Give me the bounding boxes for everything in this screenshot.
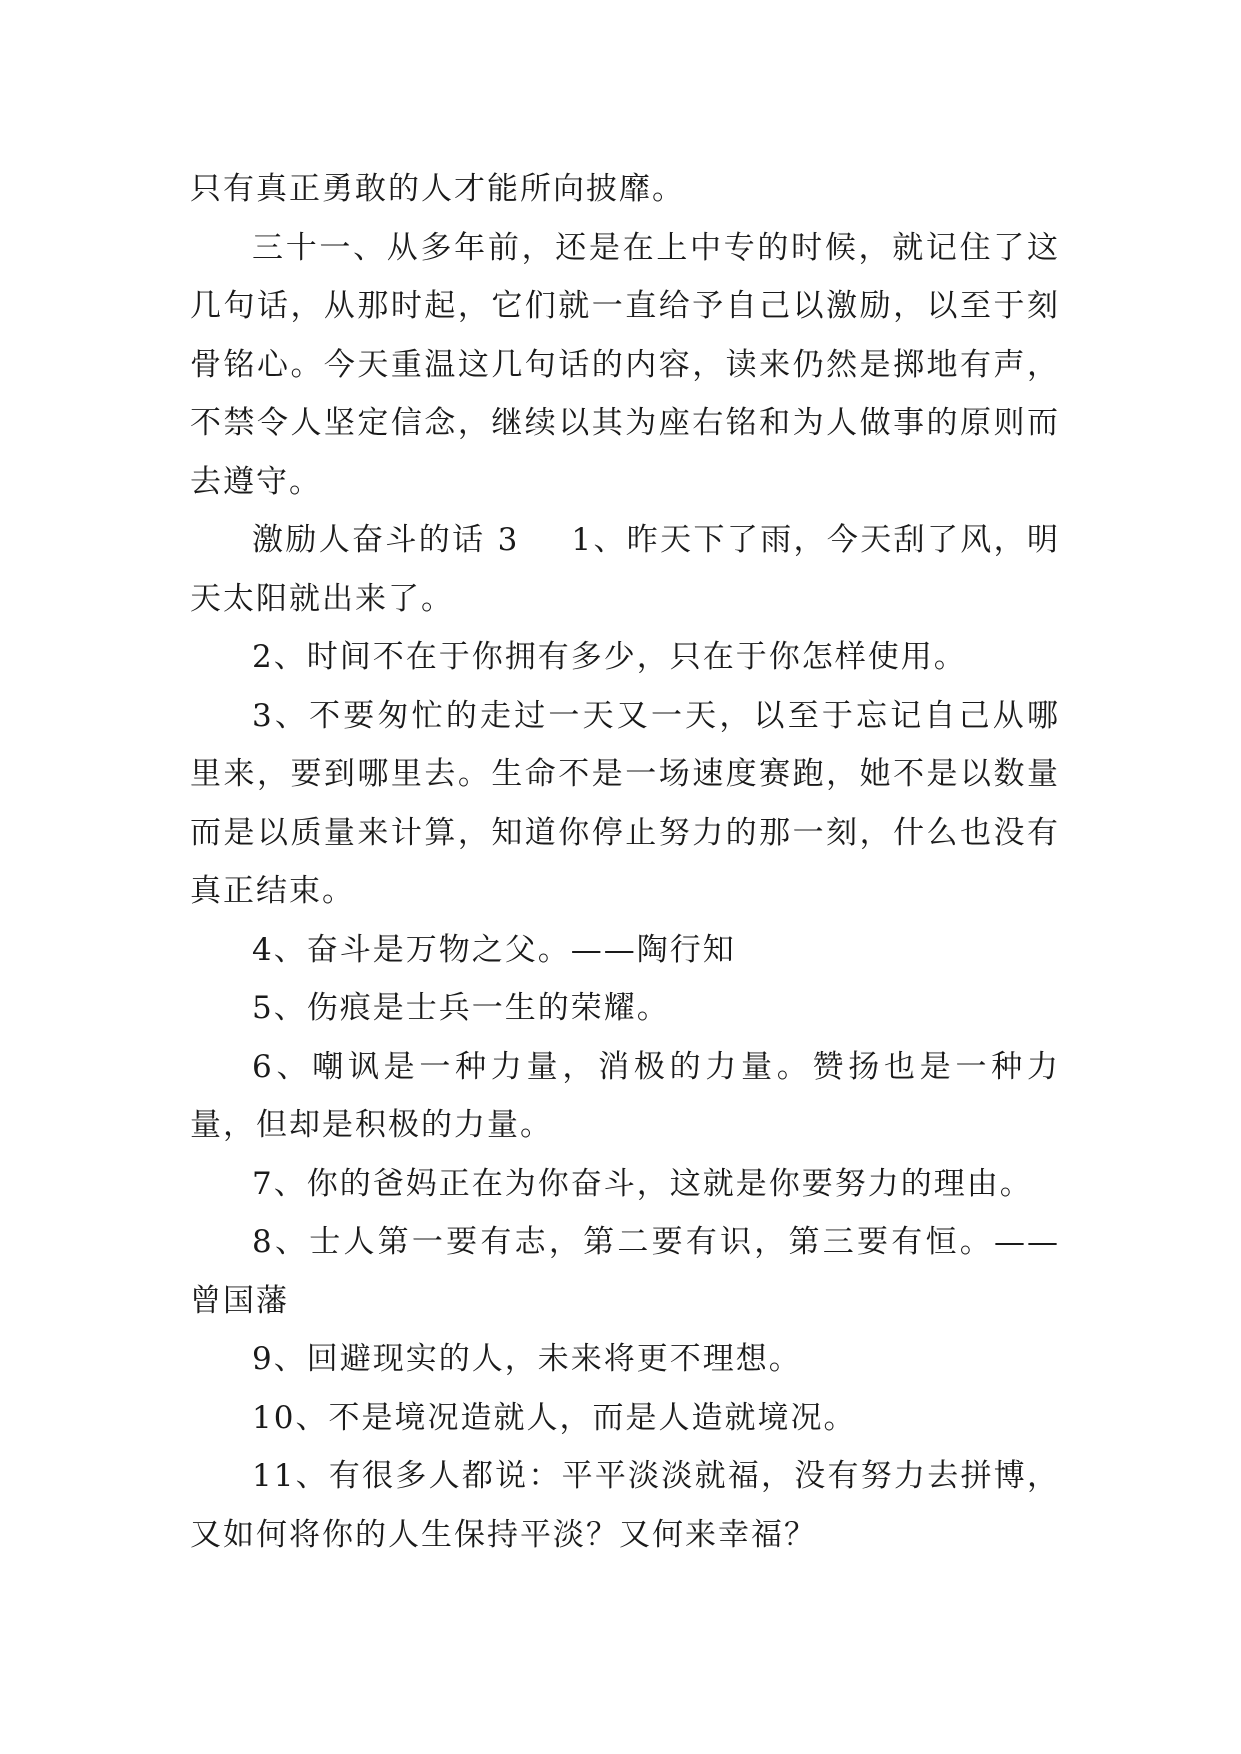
paragraph-text: 1、昨天下了雨，今天刮了风，明天太阳就出来了。 xyxy=(190,522,1060,617)
paragraph: 2、时间不在于你拥有多少，只在于你怎样使用。 xyxy=(252,639,967,675)
paragraph: 7、你的爸妈正在为你奋斗，这就是你要努力的理由。 xyxy=(252,1165,1033,1202)
paragraph: 只有真正勇敢的人才能所向披靡。 xyxy=(190,171,685,207)
paragraph: 5、伤痕是士兵一生的荣耀。 xyxy=(252,990,670,1026)
paragraph: 6、嘲讽是一种力量，消极的力量。赞扬也是一种力量，但却是积极的力量。 xyxy=(190,1048,1060,1143)
paragraph: 三十一、从多年前，还是在上中专的时候，就记住了这几句话，从那时起，它们就一直给予自己以激励，以至于刻骨铭心。今天重温这几句话的内容，读来仍然是掷地有声，不禁令人坚定信念，继续以其为座右铭和为人做事的原则而去遵守。 xyxy=(190,229,1060,500)
paragraph: 3、不要匆忙的走过一天又一天，以至于忘记自己从哪里来，要到哪里去。生命不是一场速度赛跑，她不是以数量而是以质量来计算，知道你停止努力的那一刻，什么也没有真正结束。 xyxy=(190,697,1060,909)
paragraph: 9、回避现实的人，未来将更不理想。 xyxy=(252,1341,802,1377)
paragraph: 4、奋斗是万物之父。——陶行知 xyxy=(252,931,736,968)
paragraph-with-heading xyxy=(190,511,1060,628)
paragraph: 10、不是境况造就人，而是人造就境况。 xyxy=(252,1399,857,1436)
document-body xyxy=(190,160,1060,1564)
paragraph: 8、士人第一要有志，第二要有识，第三要有恒。——曾国藩 xyxy=(190,1224,1060,1319)
section-heading: 激励人奋斗的话 3 xyxy=(252,522,520,558)
paragraph: 11、有很多人都说：平平淡淡就福，没有努力去拼博，又如何将你的人生保持平淡？又何来幸福？ xyxy=(190,1458,1060,1553)
